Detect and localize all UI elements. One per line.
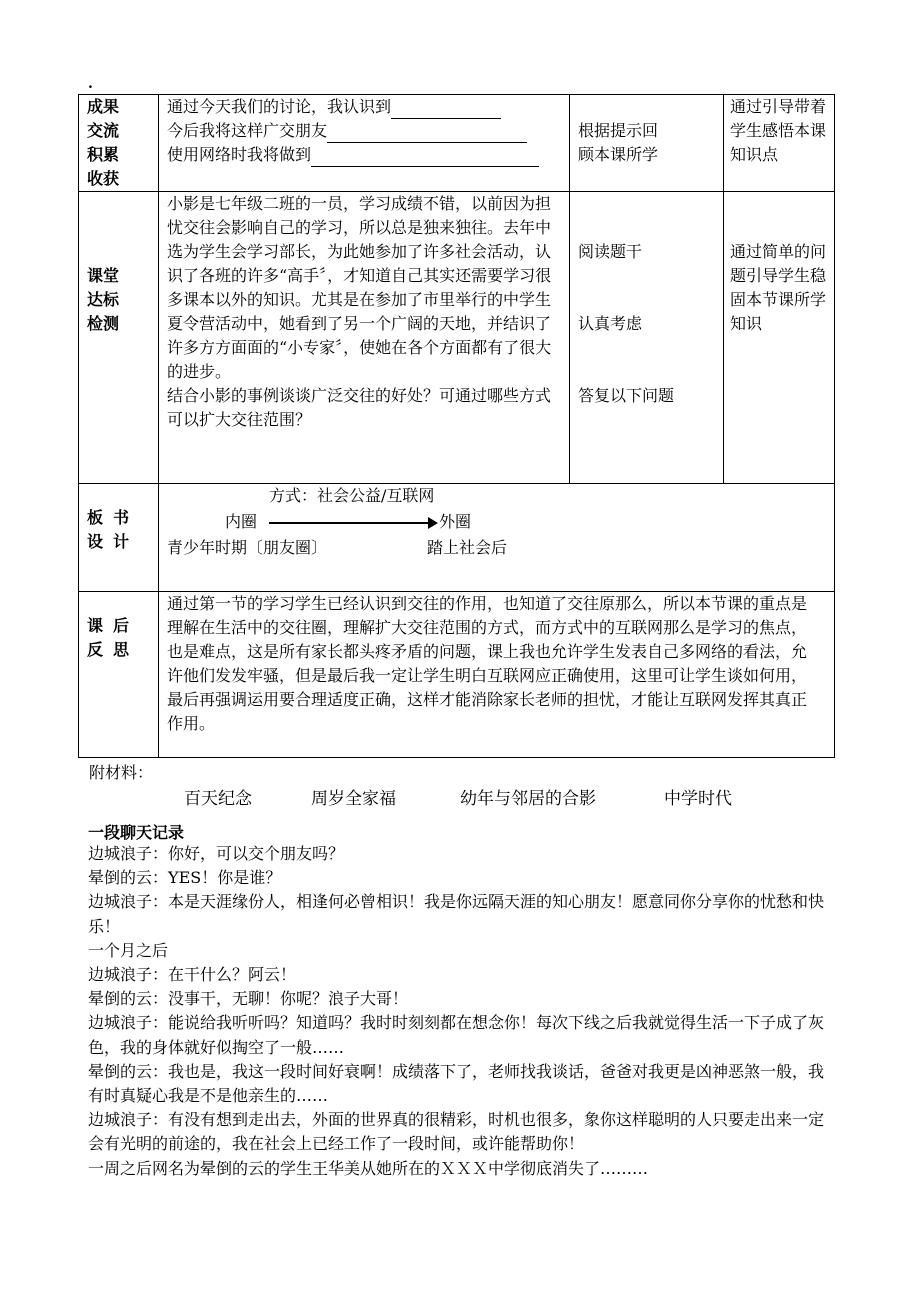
chat-line: 晕倒的云：没事干，无聊！你呢？浪子大哥！ [88,989,409,1009]
board-content [159,484,835,592]
summary-blank-3[interactable] [311,148,539,167]
summary-prompt-3: 使用网络时我将做到 [167,143,565,167]
chat-line: 边城浪子：在干什么？阿云！ [88,965,297,985]
attachment-item: 周岁全家福 [311,789,396,809]
board-method: 方式：社会公益/互联网 [269,486,435,505]
chat-log [88,842,836,1181]
reflection-header-line: 反思 [87,640,140,659]
board-arrow [269,522,429,524]
case-story: 小影是七年级二班的一员，学习成绩不错，以前因为担忧交往会影响自己的学习，所以总是独来独往。去年中选为学生会学习部长，为此她参加了许多社会活动，认识了各班的许多“高手〞，才知道自己其实还需要学习很多课本以外的知识。尤其是在参加了市里举行的中学生夏令营活动中，她看到了另一个广阔的天地，并结识了许多方方面面的“小专家〞，使她在各个方面都有了很大的进步。 [167,194,552,381]
summary-blank-2[interactable] [327,124,527,143]
summary-header-line: 收获 [87,169,120,188]
board-outer-circle: 外圈 [439,512,472,531]
reflection-row [79,592,835,758]
check-header-line: 达标 [87,290,120,309]
student-step-answer: 答复以下问题 [578,386,675,405]
summary-blank-1[interactable] [391,100,501,119]
attachment-item: 百天纪念 [184,789,252,809]
reflection-header [79,592,159,758]
summary-student-line: 顾本课所学 [578,145,659,164]
summary-row [79,95,835,192]
student-step-think: 认真考虑 [578,314,643,333]
board-youth: 青少年时期〔朋友圈〕 [167,538,328,557]
board-society: 踏上社会后 [427,538,508,557]
chat-line: 晕倒的云：我也是，我这一段时间好衰啊！成绩落下了，老师找我谈话，爸爸对我更是凶神恶煞一般，我有时真疑心我是不是他亲生的…… [88,1061,825,1106]
chat-line: 一周之后网名为晕倒的云的学生王华美从她所在的ＸＸＸ中学彻底消失了……… [88,1158,649,1178]
top-mark: . [88,76,93,92]
summary-header-line: 交流 [87,121,120,140]
check-header-line: 课堂 [87,266,120,285]
reflection-header-line: 课后 [87,616,140,635]
check-teacher-intent: 通过简单的问题引导学生稳固本节课所学知识 [724,192,835,484]
board-header-line: 设计 [87,532,140,551]
chat-line: 晕倒的云：YES！你是谁？ [88,868,282,888]
check-student-activity [570,192,724,484]
case-question: 结合小影的事例谈谈广泛交往的好处？可通过哪些方式可以扩大交往范围？ [167,386,552,429]
summary-prompt-1: 通过今天我们的讨论，我认识到 [167,95,565,119]
summary-content [159,95,570,192]
lesson-plan-table [78,94,835,758]
summary-prompt-2: 今后我将这样广交朋友 [167,119,565,143]
attachment-item: 中学时代 [664,789,732,809]
board-header-line: 板书 [87,508,140,527]
attachment-item: 幼年与邻居的合影 [460,789,596,809]
summary-teacher-intent: 通过引导带着学生感悟本课知识点 [724,95,835,192]
student-step-read: 阅读题干 [578,242,643,261]
board-header [79,484,159,592]
summary-header-line: 积累 [87,145,120,164]
check-content [159,192,570,484]
summary-student-activity [570,95,724,192]
chat-title: 一段聊天记录 [88,823,185,842]
summary-header [79,95,159,192]
chat-line: 边城浪子：能说给我听听吗？知道吗？我时时刻刻都在想念你！每次下线之后我就觉得生活一下子成了灰色，我的身体就好似掏空了一般…… [88,1013,825,1057]
chat-line: 一个月之后 [88,940,169,960]
check-row [79,192,835,484]
board-inner-circle: 内圈 [225,512,258,531]
chat-line: 边城浪子：有没有想到走出去，外面的世界真的很精彩，时机也很多，象你这样聪明的人只要走出来一定会有光明的前途的，我在社会上已经工作了一段时间，或许能帮助你！ [88,1110,825,1154]
attachments-label: 附材料： [89,763,154,782]
reflection-content: 通过第一节的学习学生已经认识到交往的作用，也知道了交往原那么，所以本节课的重点是理解在生活中的交往圈，理解扩大交往范围的方式，而方式中的互联网那么是学习的焦点，也是难点，这是所有家长都头疼矛盾的问题，课上我也允许学生发表自己多网络的看法，允许他们发发牢骚，但是最后我一定让学生明白互联网应正确使用，这里可让学生谈如何用，最后再强调运用要合理适度正确，这样才能消除家长老师的担忧，才能让互联网发挥其真正作用。 [159,592,835,758]
summary-header-line: 成果 [87,97,120,116]
board-row [79,484,835,592]
check-header [79,192,159,484]
chat-line: 边城浪子：本是天涯缘份人，相逢何必曾相识！我是你远隔天涯的知心朋友！愿意同你分享你的忧愁和快乐！ [88,892,825,936]
chat-line: 边城浪子：你好，可以交个朋友吗？ [88,844,345,863]
check-header-line: 检测 [87,314,120,333]
summary-student-line: 根据提示回 [578,121,659,140]
